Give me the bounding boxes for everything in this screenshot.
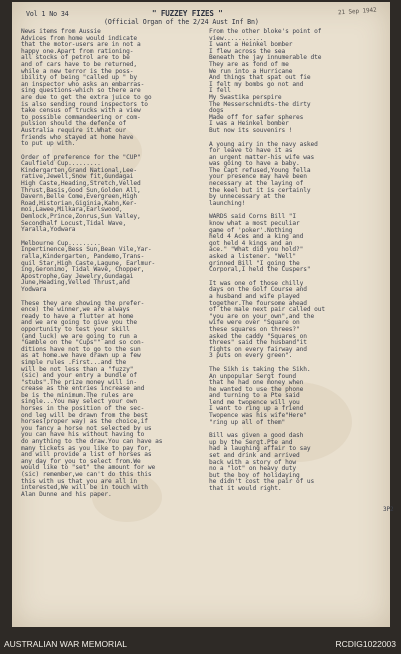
archive-footer [0,630,401,654]
newsletter-subtitle: (Official Organ of the 2/24 Aust Inf Bn) [104,18,259,26]
joke-sergeant-phone: The Sikh is taking the Sikh. An unpopular Sergt found that he had one money when he wanted to use the phone and turning to a Pte said lend me twopence will you I want to ring up a friend Twopence was his wife"Here" "ring up all of them" [209,365,311,426]
article-caulfield-cup-order: Order of preference for the "CUP" Caulfield Cup......... Kindergarten,Grand National,Lee- rative,Jewell,Snow fit,Gundagai High Caste,Heading,Stretch,Velled Thrust,Basis,Good Sun,Golden All, Davern,Belle Come,Evergreen,High Road,Historian,Giginia,Kahn,Ker- moi,Lawee,Milkara,Earlswood, Demlock,Prince,Zonrus,Sun Valley, Secondhalf Locust,Tidal Wave, Yaralla,Yodwara [21,153,141,234]
record-id: RCDIG1022003 [335,639,396,649]
article-news-from-aussie: News items from Aussie Advices from home would indicate that the motor-users are in not a happy one.Apart from rationing- all stocks of petrol are to be and of cars have to be returned, while a new terror is the poss- ibility of being "called up " by an inspector who asks an embarras- sing questions-which so there are are due to get the extra juice to go is also sending round inspectors to take census of trucks with a view to possible commandeering or com- pulsion should the defence of Australia require it.What our friends who stayed at home have to put up with. [21,28,152,148]
story-bill-duty: Bill was given a good dash up by the Sergt.Pte and had a laughing affair to say set and drink and arrived back with a story of how no a "lot" on heavy duty but the boy of holidaying he didn't cost the pair of us that it would right. [209,432,315,492]
poem-heinkel-bomber: From the other bloke's point of view........... I want a Heinkel bomber I flew across the sea Beneath the jay innumerable dte They are as fond of me We run into a Hurricane And things that spat out fie I felt my bombs go not and I fell My Swastika perspire The Messerschmidts-the dirty dogs Made off for safer spheres I was a Heinkel bomber But now its souvenirs ! [209,28,322,134]
right-column [209,29,385,500]
joke-golf-course: It was one of those chilly days on the Golf Course and a husband and wife played together.The foursome ahead of the male next pair called out "you are on your own",and the wife were over "Square on these squares on threes?" asked the caddy "Squares on threes" said the husband"it fights on every fairway and 3 puts on every green". [209,279,326,360]
volume-number: Vol 1 No 34 [26,10,69,18]
joke-poker: WARDS said Corns Bill "I know what a most peculiar game of 'poker'.Nothing held 4 Aces and a king and got held 4 kings and an ace." "What did you hold?" asked a listener. "Well" grinned Bill "I going the Corporal,I held the Cuspers" [209,213,311,274]
source-label: AUSTRALIAN WAR MEMORIAL [4,639,127,649]
article-melbourne-cup-order: Melbourne Cup......... Inpertinence,Bess Sun,Bean Vile,Yar- ralla,Kindergarten, Pandemo,Trans- quil Star,High Caste,Lagune, Earlmur- ing,Geronimo, Tidal Wave, Chopper, Apostrophe,Gay Jewelry,Gundagai June,Heading,Velled Thrust,and Yodwara [21,239,156,293]
handwritten-page-mark: 21 Sep 1942 [337,6,377,17]
joke-navy-leave: A young airy in the navy asked for leave to have it as an urgent matter-his wife was was going to have a baby. The Capt refused,Young fella your presence may have been necessary at the laying of the keel but it is certainly by unnecessary at the launching! [209,140,318,207]
edge-mark: 3P2 [383,506,394,513]
newsletter-title: " FUZZEY FIZES " [152,9,223,18]
article-cup-sweep-rules: These they are showing the prefer- ence) the winner,we are always ready to have a flutter at home and we are going to give you the opportunity to test your skill (and luck) we are going to run a "Gamble on the "Cups"" and so con- ditions have not to go to the sun as at home.we have drawn up a few simple rules .First...and the will be not less than a "fuzzy" (sic) and your entry a bundle of "stubs".The prize money will in- crease as the entries increase and be is the minimum.The rules are single...You may select your own horses in the position of the sec- ond leg will be drawn from the best horses(proper way) as the choice,if you fancy a horse not selected by us you can have his without having to do anything to the draw.You can have as many tickets as you like to pay for, and will provide a list of horses as any day for you to select from.We would like to "set" the amount for we (sic) remember,we can't do this this this with us that you are all in interested,We will be in touch with Alan Dunne and his paper. [21,299,163,498]
left-column [21,29,207,505]
document-page [12,2,394,627]
